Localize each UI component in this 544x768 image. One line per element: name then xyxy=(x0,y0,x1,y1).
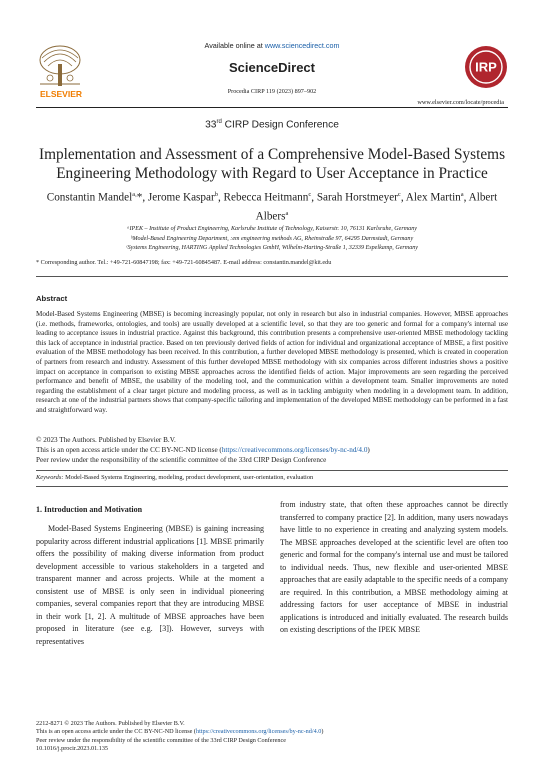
cirp-logo xyxy=(464,45,508,89)
keywords-top-rule xyxy=(36,470,508,471)
footer-open-access xyxy=(36,728,323,736)
keywords-label: Keywords: xyxy=(36,474,64,481)
available-online xyxy=(0,41,544,50)
footer-oa-suffix: ) xyxy=(321,728,324,736)
keywords-list: Model-Based Systems Engineering, modeling, product development, user-orientation, evaluation xyxy=(63,474,314,481)
conference-title: CIRP Design Conference xyxy=(221,119,339,131)
cirp-logo-text: IRP xyxy=(475,59,497,75)
abstract-heading: Abstract xyxy=(36,294,68,303)
conference-ordinal: rd xyxy=(216,119,222,125)
paper-title: Implementation and Assessment of a Comprehensive Model-Based Systems Engineering Methodology with Regard to User Acceptance in Practice xyxy=(38,146,506,182)
available-prefix: Available online at xyxy=(204,41,265,50)
body-column-right xyxy=(280,499,508,637)
footer-notes xyxy=(36,720,323,754)
footer-peer-review: Peer review under the responsibility of the scientific committee of the 33rd CIRP Design Conference xyxy=(36,736,286,744)
abstract-open-access xyxy=(36,446,370,454)
footer-issn: 2212-8271 © 2023 The Authors. Published by Elsevier B.V. xyxy=(36,720,185,727)
abstract-peer-review: Peer review under the responsibility of the scientific committee of the 33rd CIRP Design Conference xyxy=(36,456,327,464)
corresponding-author: * Corresponding author. Tel.: +49-721-60847198; fax: +49-721-60845487. E-mail address: constantin.mandel@kit.edu xyxy=(36,259,332,266)
license-link[interactable]: https://creativecommons.org/licenses/by-nc-nd/4.0 xyxy=(221,446,368,454)
journal-citation: Procedia CIRP 119 (2023) 897–902 xyxy=(227,88,317,95)
affiliation-c: ᶜSystems Engineering, HARTING Applied Technologies GmbH, Wilhelm-Harting-Straße 1, 32339 Espelkamp, Germany xyxy=(125,245,419,251)
journal-homepage-link[interactable]: www.elsevier.com/locate/procedia xyxy=(417,99,504,106)
body-paragraph: from industry state, that often these approaches cannot be directly transferred to company practice [2]. In addition, many users nowadays have little to no experience in creating and analyzing system models. The MBSE approaches developed at the scientific level are often too generic and formal for the company's internal use and must be tailored to individual needs. Thus, new flexible and user-oriented MBSE approaches that are easily adaptable to the specific needs of a company are required. In this contribution, a MBSE methodology aiming at addressing factors for user acceptance of MBSE in industrial applications is introduced and initially evaluated. The research builds on existing descriptions of the IPEK MBSE xyxy=(280,500,508,634)
keywords-line xyxy=(36,474,313,481)
footer-oa-prefix: This is an open access article under the CC BY-NC-ND license ( xyxy=(36,728,196,736)
sciencedirect-brand: ScienceDirect xyxy=(229,60,315,75)
oa-suffix: ) xyxy=(367,446,370,454)
body-column-left xyxy=(36,523,264,648)
sciencedirect-link[interactable]: www.sciencedirect.com xyxy=(264,41,340,50)
conference-name xyxy=(0,119,544,130)
footer-license-link[interactable]: https://creativecommons.org/licenses/by-nc-nd/4.0 xyxy=(195,728,322,736)
abstract-text: Model-Based Systems Engineering (MBSE) is becoming increasingly popular, not only in research but also in industrial companies. However, MBSE approaches (i.e. methods, frameworks, ontologies, and tools) are usually developed at a scientific level, so that they are too generic and formal for a company's internal use leading to acceptance issues in industrial practice. Against this background, this contribution presents a comprehensive user-oriented MBSE methodology tackling this lack of acceptance in industrial practice. Based on ten previously derived fields of action for individual and organizational acceptance of MBSE, a first positive evaluation of the MBSE methodology has been received. In this contribution, a further developed MBSE methodology is presented, which is created in cooperation of partners from research and industry. Assessment of this further developed MBSE methodology with six companies across different industries shows a positive impact on acceptance in comparison to existing MBSE approaches across the identified fields of action. Major improvements are seen regarding the perceived performance and benefit of MBSE, the usability of the modeling tool, and the communication within a development team. Smaller improvements are noted regarding the establishment of a clear target picture and modeling process, as well as in tackling ambiguity when modeling in a development team. In addition, research at one of the industrial partners shows that company-specific tailoring and implementation of the developed MBSE methodology can be performed in a fast and straightforward way. xyxy=(36,310,508,414)
header-rule xyxy=(36,107,508,108)
elsevier-wordmark: ELSEVIER xyxy=(39,89,83,99)
author-list: Constantin Mandel$^{a,}$*, Jerome Kaspar$^b$, Rebecca Heitmann$^c$, Sarah Horstmeyer$^c$, Alex Martin$^a$, Albert Albers$^a$ xyxy=(46,191,498,223)
abstract-copyright: © 2023 The Authors. Published by Elsevier B.V. xyxy=(36,436,176,444)
body-paragraph: Model-Based Systems Engineering (MBSE) is gaining increasing popularity across different industrial applications [1]. MBSE primarily offers the possibility of making diverse information from product development accessible to various stakeholders in a targeted and transparent manner and across projects. While at the moment a consistent use of MBSE is only seen in individual pioneering companies, several companies report that they are introducing MBSE in their work [1, 2]. A multitude of MBSE approaches have been proposed in literature (see e.g. [3]). However, surveys with representatives xyxy=(36,524,264,646)
oa-prefix: This is an open access article under the CC BY-NC-ND license ( xyxy=(36,446,222,454)
affiliation-a: ᵃIPEK – Institute of Product Engineering, Karlsruhe Institute of Technology, Kaiserstr. 10, 76131 Karlsruhe, Germany xyxy=(127,226,417,232)
keywords-bottom-rule xyxy=(36,486,508,487)
section-heading: 1. Introduction and Motivation xyxy=(36,505,143,514)
affiliation-b: ᵇModel-Based Engineering Department, :em engineering methods AG, Rheinstraße 97, 64295 Darmstadt, Germany xyxy=(130,236,414,242)
abstract-top-rule xyxy=(36,276,508,277)
conference-number: 33 xyxy=(205,119,217,131)
footer-doi[interactable]: 10.1016/j.procir.2023.01.135 xyxy=(36,745,109,753)
